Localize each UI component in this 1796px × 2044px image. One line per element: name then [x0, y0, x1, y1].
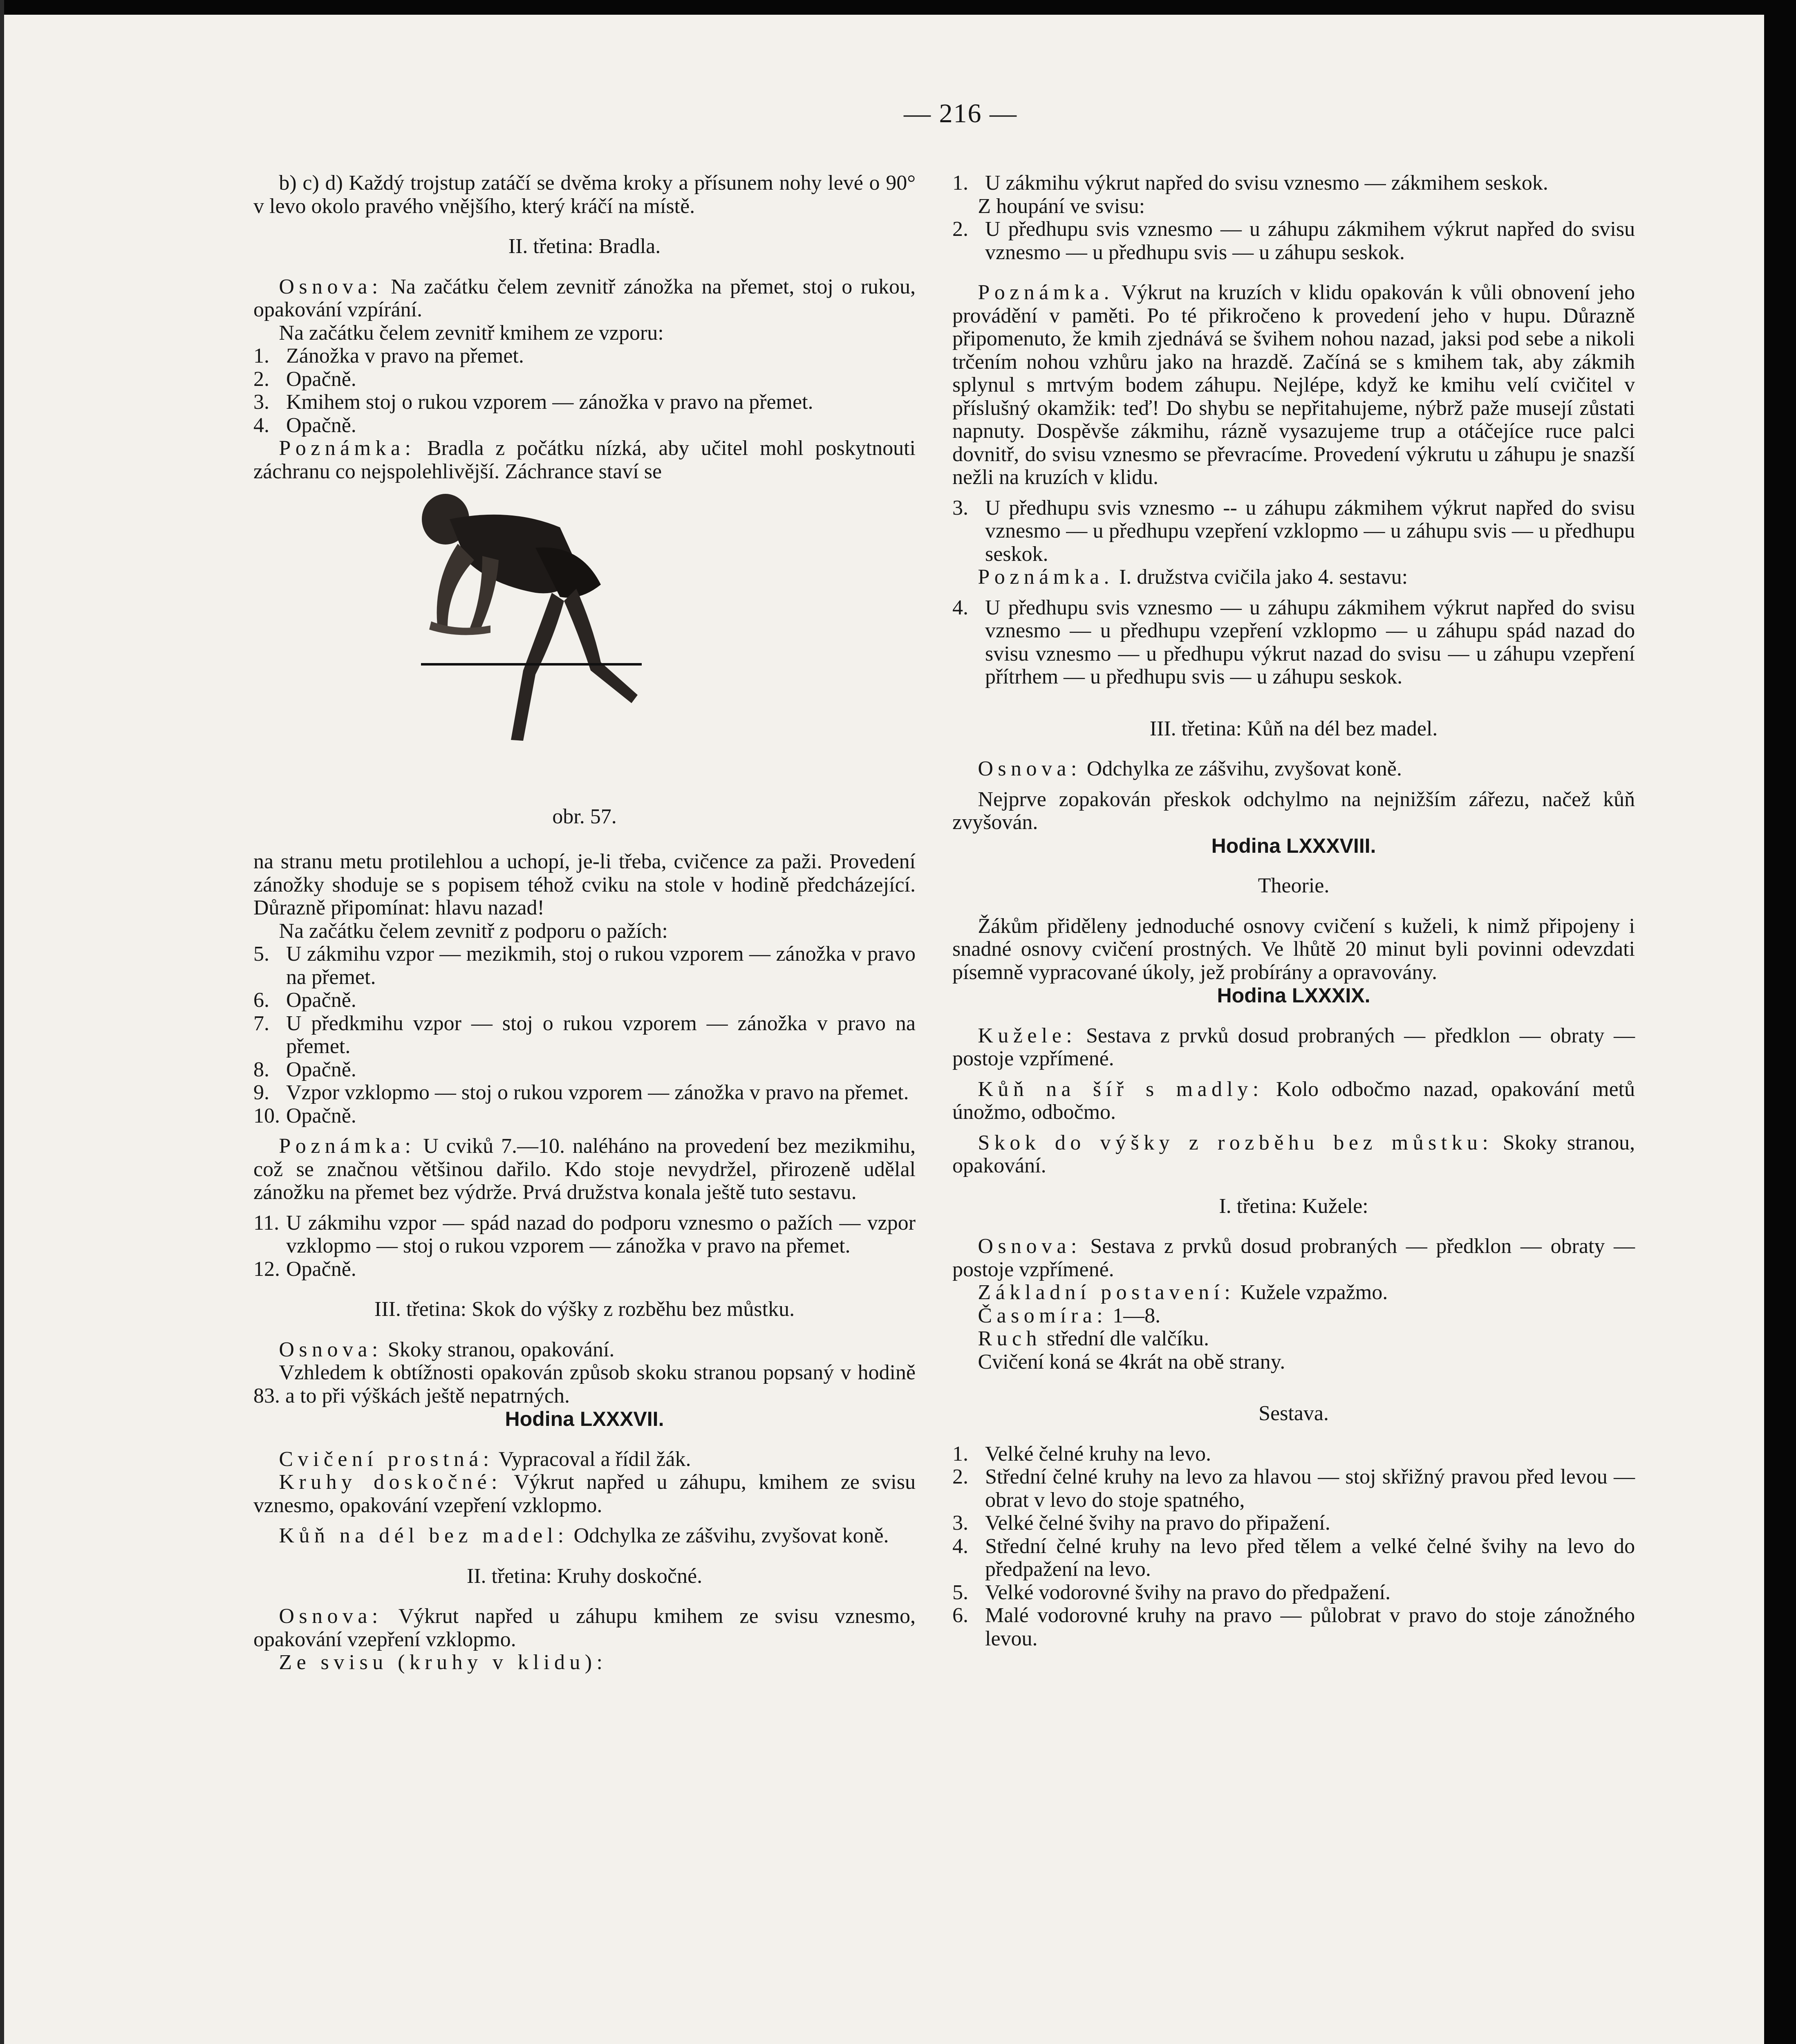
osnova-paragraph — [253, 276, 916, 322]
list-item: 3. Kmihem stoj o rukou vzporem — zánožka v pravo na přemet. — [253, 390, 813, 414]
heading-kun: III. třetina: Kůň na dél bez madel. — [1149, 717, 1438, 740]
osnova-text: Na začátku čelem zevnitř zánožka na přemet, stoj o rukou, opakování vzpírání. — [253, 275, 916, 321]
list-item: 4. U předhupu svis vznesmo — u záhupu zákmihem výkrut napřed do svisu vznesmo — u předhupu vzepření vzklopmo — u záhupu spád nazad do svisu vznesmo — u předhupu výkrut nazad do svisu — u záhupu vzepření přítrhem — u předhupu svis — u záhupu seskok. — [952, 596, 1635, 688]
continuation-paragraph: na stranu metu protilehlou a uchopí, je-li třeba, cvičence za paži. Provedení zánožky shoduje se s popisem téhož cviku na stole v hodině předcházející. Důrazně připomínat: hlavu nazad! — [253, 850, 916, 919]
vzhledem-paragraph: Vzhledem k obtížnosti opakován způsob skoku stranou popsaný v hodině 83. a to při výškách ještě nepatrných. — [253, 1361, 916, 1407]
list-item: 3. U předhupu svis vznesmo -- u záhupu zákmihem výkrut napřed do svisu vznesmo — u předhupu vzepření vzklopmo — u záhupu svis — u předhupu seskok. — [952, 496, 1635, 566]
list-item: 10. Opačně. — [253, 1104, 356, 1127]
list-item: 1. Zánožka v pravo na přemet. — [253, 344, 524, 368]
z-houpani: Z houpání ve svisu: — [978, 194, 1145, 218]
heading-bradla: II. třetina: Bradla. — [508, 235, 661, 258]
scan-border-left — [0, 0, 4, 2044]
page-number: — 216 — — [904, 99, 1017, 128]
list-item: 6. Malé vodorovné kruhy na pravo — půlobrat v pravo do stoje zánožného levou. — [952, 1604, 1635, 1650]
list-item: 9. Vzpor vzklopmo — stoj o rukou vzporem — zánožka v pravo na přemet. — [253, 1081, 909, 1104]
poznamka-r2: Poznámka. I. družstva cvičila jako 4. sestavu: — [978, 565, 1408, 589]
poznamka-r1: Poznámka. Výkrut na kruzích v klidu opakován k vůli obnovení jeho provádění v paměti. Po té přikročeno k provedení jeho v hupu. Důrazně připomenuto, že kmih zjednává se švihem nohou nazad, jaksi pod sebe a nikoli trčením nohou vzhůru jako na hrazdě. Začíná se s kmihem tak, aby zákmih splynul s mrtvým bodem záhupu. Nejlépe, když ke kmihu velí cvičitel v příslušný okamžik: teď! Do shybu se nepřitahujeme, nýbrž paže musejí zůstati napnuty. Dospěvše zákmihu, rázně vysazujeme trup a otáčejíce ruce palci dovnitř, do svisu vznesmo se převracíme. Provedení výkrutu u záhupu je snazší nežli na kruzích v klidu. — [952, 281, 1635, 489]
list-item: 2. Opačně. — [253, 367, 356, 391]
list-item: 5. Velké vodorovné švihy na pravo do předpažení. — [952, 1580, 1391, 1604]
zakum-paragraph: Žákům přiděleny jednoduché osnovy cvičení s kuželi, k nimž připojeny i snadné osnovy cvičení prostných. Ve lhůtě 20 minut byli povinni odevzdati písemně vypracované úkoly, jež probírány a opravovány. — [952, 914, 1635, 984]
list-item: 11. U zákmihu vzpor — spád nazad do podporu vznesmo o pažích — vzpor vzklopmo — stoj o rukou vzporem — zánožka v pravo na přemet. — [253, 1211, 916, 1257]
intro-1: Na začátku čelem zevnitř kmihem ze vzporu: — [279, 321, 664, 345]
exercise-list-r4 — [952, 596, 1635, 689]
hodina-89-title: Hodina LXXXIX. — [1217, 984, 1371, 1007]
list-item: 8. Opačně. — [253, 1058, 356, 1081]
scan-border-right — [1764, 0, 1796, 2044]
list-item: 3. Velké čelné švihy na pravo do připažení. — [952, 1511, 1330, 1535]
list-item: 2. U předhupu svis vznesmo — u záhupu zákmihem výkrut napřed do svisu vznesmo — u předhupu svis — u záhupu seskok. — [952, 217, 1635, 264]
kun-paragraph: Kůň na dél bez madel: Odchylka ze zášvihu, zvyšovat koně. — [279, 1524, 889, 1547]
scan-border-top — [0, 0, 1796, 15]
exercise-list-r3 — [952, 497, 1635, 566]
hodina-88-title: Hodina LXXXVIII. — [1211, 834, 1376, 857]
paragraph-bcd: b) c) d) Každý trojstup zatáčí se dvěma kroky a přísunem nohy levé o 90° v levo okolo pravého vnějšího, který kráčí na místě. — [253, 171, 916, 218]
right-column — [952, 172, 1635, 1650]
left-column — [253, 172, 916, 1674]
kun-sir-paragraph: Kůň na šíř s madly: Kolo odbočmo nazad, opakování metů únožmo, odbočmo. — [952, 1077, 1635, 1124]
list-item: 7. U předkmihu vzpor — stoj o rukou vzporem — zánožka v pravo na přemet. — [253, 1011, 916, 1058]
figure-57 — [253, 491, 916, 850]
heading-kuzele: I. třetina: Kužele: — [1219, 1194, 1368, 1218]
gymnast-photo — [388, 491, 650, 777]
list-item: 1. Velké čelné kruhy na levo. — [952, 1442, 1212, 1466]
exercise-list-1 — [253, 345, 916, 437]
exercise-list-r2 — [952, 218, 1635, 264]
heading-skok: III. třetina: Skok do výšky z rozběhu bez můstku. — [374, 1298, 795, 1321]
ruch: Ruch střední dle valčíku. — [978, 1327, 1209, 1350]
kruhy-paragraph: Kruhy doskočné: Výkrut napřed u záhupu, kmihem ze svisu vznesmo, opakování vzepření vzklopmo. — [253, 1470, 916, 1517]
nejprve-paragraph: Nejprve zopakován přeskok odchylmo na nejnižším zářezu, načež kůň zvyšován. — [952, 787, 1635, 834]
cviceni-note: Cvičení koná se 4krát na obě strany. — [978, 1350, 1285, 1374]
cviceni-paragraph: Cvičení prostná: Vypracoval a řídil žák. — [279, 1447, 691, 1471]
exercise-list-r1 — [952, 172, 1635, 195]
theorie-heading: Theorie. — [1258, 874, 1330, 897]
osnova-2: Osnova: Skoky stranou, opakování. — [279, 1338, 615, 1361]
list-item: 1. U zákmihu výkrut napřed do svisu vznesmo — zákmihem seskok. — [952, 171, 1548, 195]
poznamka-2: Poznámka: U cviků 7.—10. naléháno na provedení bez mezikmihu, což se značnou většinou dařilo. Kdo stoje nevydržel, přirozeně udělal zánožku na přemet bez výdrže. Prvá družstva konala ještě tuto sestavu. — [253, 1134, 916, 1204]
osnova-r2: Osnova: Sestava z prvků dosud probraných — předklon — obraty — postoje vzpřímené. — [952, 1235, 1635, 1281]
casomira: Časomíra: 1—8. — [978, 1304, 1161, 1327]
skok-paragraph: Skok do výšky z rozběhu bez můstku: Skoky stranou, opakování. — [952, 1131, 1635, 1177]
kuzele-paragraph: Kužele: Sestava z prvků dosud probraných — předklon — obraty — postoje vzpřímené. — [952, 1024, 1635, 1070]
list-item: 2. Střední čelné kruhy na levo za hlavou — stoj skřižný pravou před levou — obrat v levo do stoje spatného, — [952, 1465, 1635, 1512]
osnova-r: Osnova: Odchylka ze zášvihu, zvyšovat koně. — [978, 757, 1402, 780]
zakladni-postaveni: Základní postavení: Kužele vzpažmo. — [978, 1281, 1388, 1304]
poznamka-1: Poznámka: Bradla z počátku nízká, aby učitel mohl poskytnouti záchranu co nejspolehlivější. Záchrance staví se — [253, 437, 916, 483]
osnova-3: Osnova: Výkrut napřed u záhupu kmihem ze svisu vznesmo, opakování vzepření vzklopmo. — [253, 1605, 916, 1651]
list-item: 4. Střední čelné kruhy na levo před tělem a velké čelné švihy na levo do předpažení na levo. — [952, 1534, 1635, 1581]
hodina-87-title: Hodina LXXXVII. — [505, 1407, 664, 1430]
list-item: 5. U zákmihu vzpor — mezikmih, stoj o rukou vzporem — zánožka v pravo na přemet. — [253, 942, 916, 989]
list-item: 6. Opačně. — [253, 988, 356, 1012]
figure-caption: obr. 57. — [552, 805, 617, 828]
exercise-list-3 — [253, 1212, 916, 1281]
list-item: 4. Opačně. — [253, 413, 356, 437]
intro-2: Na začátku čelem zevnitř z podporu o pažích: — [279, 919, 668, 943]
osnova-label: Osnova: — [279, 275, 383, 298]
list-item: 12. Opačně. — [253, 1257, 356, 1281]
ze-svisu: Ze svisu (kruhy v klidu): — [279, 1651, 607, 1674]
heading-kruhy: II. třetina: Kruhy doskočné. — [466, 1564, 703, 1588]
exercise-list-2 — [253, 943, 916, 1127]
sestava-heading: Sestava. — [1259, 1402, 1329, 1425]
exercise-list-r5 — [952, 1443, 1635, 1651]
